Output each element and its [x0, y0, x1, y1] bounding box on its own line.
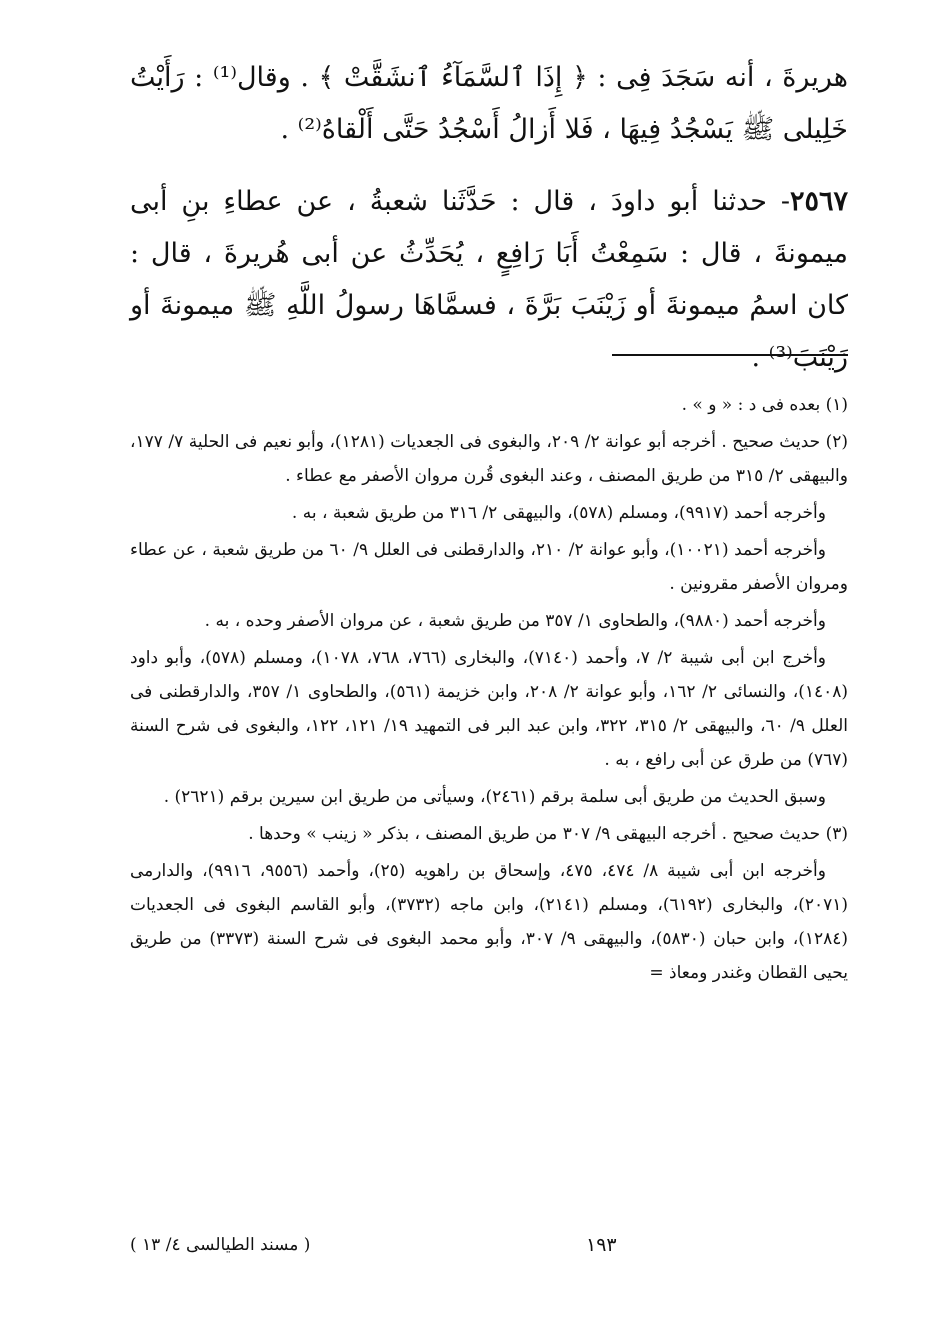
footnote-separator [612, 354, 848, 356]
footnote-2-line: وأخرجه أحمد (١٠٠٢١)، وأبو عوانة ٢/ ٢١٠، والدارقطنى فى العلل ٩/ ٦٠ من طريق شعبة ، عن عطاء ومروان الأصفر مقرونين . [130, 540, 848, 594]
footnotes [130, 388, 848, 993]
footnote-2: (٢) حديث صحيح . أخرجه أبو عوانة ٢/ ٢٠٩، والبغوى فى الجعديات (١٢٨١)، وأبو نعيم فى الحلية ٧/ ١٧٧، والبيهقى ٢/ ٣١٥ من طريق المصنف ، وعند البغوى قُرن مروان الأصفر مع عطاء . [130, 432, 849, 486]
hadith-paragraph [130, 176, 848, 384]
main-text [130, 52, 848, 384]
main-paragraph: هريرةَ ، أنه سَجَدَ فِى : ﴿ إِذَا ٱلسَّمَآءُ ٱنشَقَّتْ ﴾ . وقال⁽¹⁾ : رَأَيْتُ خَلِيلى ﷺ يَسْجُدُ فِيهَا ، فَلا أَزالُ أَسْجُدُ حَتَّى أَلْقاهُ⁽²⁾ . [130, 62, 848, 145]
footnote-2-line: وأخرجه أحمد (٩٨٨٠)، والطحاوى ١/ ٣٥٧ من طريق شعبة ، عن مروان الأصفر وحده ، به . [204, 611, 826, 631]
page-footer [130, 1228, 848, 1262]
source-reference: ( مسند الطيالسى ٤/ ١٣ ) [130, 1235, 311, 1255]
hadith-number: ٢٥٦٧ [789, 186, 848, 217]
page-number: ١٩٣ [586, 1234, 617, 1256]
footnote-3-line: وأخرجه ابن أبى شيبة ٨/ ٤٧٤، ٤٧٥، وإسحاق بن راهويه (٢٥)، وأحمد (٩٥٥٦، ٩٩١٦)، والدارمى (٢٠٧١)، والبخارى (٦١٩٢)، ومسلم (٢١٤١)، وابن ماجه (٣٧٣٢)، وأبو القاسم البغوى فى الجعديات (١٢٨٤)، وابن حبان (٥٨٣٠)، والبيهقى ٩/ ٣٠٧، وأبو محمد البغوى فى شرح السنة (٣٣٧٣) من طريق يحيى القطان وغندر ومعاذ = [130, 861, 849, 983]
footnote-2-line: وسبق الحديث من طريق أبى سلمة برقم (٢٤٦١)، وسيأتى من طريق ابن سيرين برقم (٢٦٢١) . [163, 787, 826, 807]
hadith-text: - حدثنا أبو داودَ ، قال : حَدَّثَنا شعبةُ ، عن عطاءِ بنِ أبى ميمونةَ ، قال : سَمِعْتُ أَبَا رَافِعٍ ، يُحَدِّثُ عن أبى هُريرةَ ، قال : كان اسمُ ميمونةَ أو زَيْنَبَ بَرَّةَ ، فسمَّاهَا رسولُ اللَّهِ ﷺ ميمونةَ أو زَيْنَبَ⁽³⁾ . [130, 186, 848, 373]
footnote-1: (١) بعده فى د : « و » . [681, 395, 848, 415]
footnote-3: (٣) حديث صحيح . أخرجه البيهقى ٩/ ٣٠٧ من طريق المصنف ، بذكر « زينب » وحدها . [248, 824, 848, 844]
footnote-2-line: وأخرج ابن أبى شيبة ٢/ ٧، وأحمد (٧١٤٠)، والبخارى (٧٦٦، ٧٦٨، ١٠٧٨)، ومسلم (٥٧٨)، وأبو داود (١٤٠٨)، والنسائى ٢/ ١٦٢، وأبو عوانة ٢/ ٢٠٨، وابن خزيمة (٥٦١)، والطحاوى ١/ ٣٥٧، والدارقطنى فى العلل ٩/ ٦٠، والبيهقى ٢/ ٣١٥، ٣٢٢، وابن عبد البر فى التمهيد ١٩/ ١٢١، ١٢٢، والبغوى فى شرح السنة (٧٦٧) من طرق عن أبى رافع ، به . [130, 648, 849, 770]
footnote-2-line: وأخرجه أحمد (٩٩١٧)، ومسلم (٥٧٨)، والبيهقى ٢/ ٣١٦ من طريق شعبة ، به . [291, 503, 826, 523]
